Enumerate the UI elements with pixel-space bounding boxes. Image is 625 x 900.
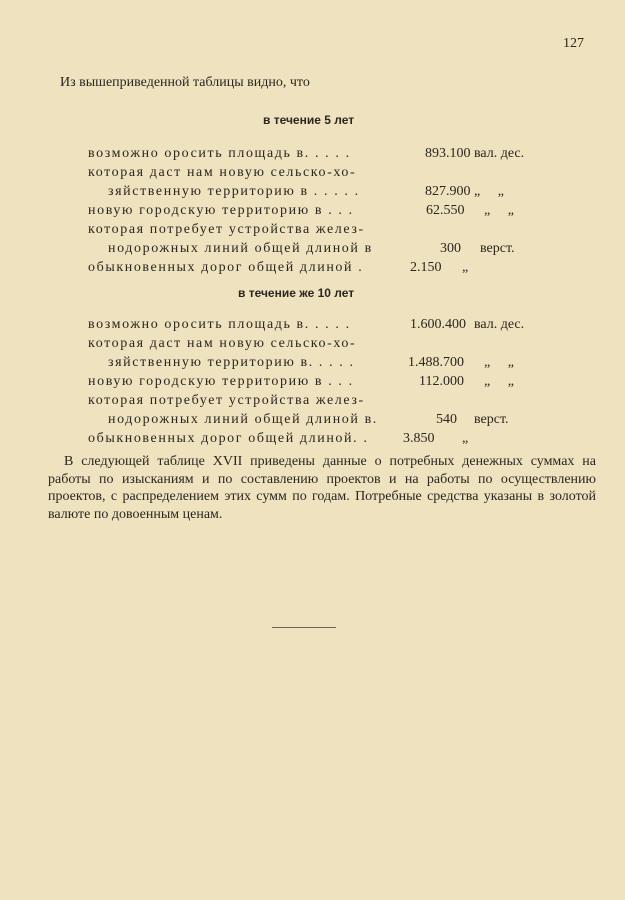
- data-row: [0, 317, 625, 336]
- row-unit: „ „: [484, 355, 514, 370]
- row-unit: верст.: [480, 241, 515, 256]
- row-label: зяйственную территорию в. . . . .: [108, 355, 355, 370]
- data-row: [0, 165, 625, 184]
- paragraph-text: В следующей таблице XVII приведены данные о потребных денежных суммах на работы по изысканиям и по составлению проектов и на работы по осуществлению проектов, с распределением этих сумм по годам. Потребные средства указаны в золотой валюте по довоенным ценам.: [48, 454, 596, 522]
- row-value: 827.900: [425, 184, 471, 199]
- row-label: обыкновенных дорог общей длиной. .: [88, 431, 369, 446]
- row-value: 540: [436, 412, 457, 427]
- data-row: [0, 393, 625, 412]
- row-label: возможно оросить площадь в. . . . .: [88, 317, 351, 332]
- data-row: [0, 412, 625, 431]
- data-row: [0, 203, 625, 222]
- row-value: 62.550: [426, 203, 465, 218]
- row-label: которая потребует устройства желез-: [88, 222, 365, 237]
- row-label: которая даст нам новую сельско-хо-: [88, 336, 357, 351]
- data-row: [0, 374, 625, 393]
- row-unit: „ „: [484, 203, 514, 218]
- row-label: нодорожных линий общей длиной в: [108, 241, 373, 256]
- row-label: зяйственную территорию в . . . . .: [108, 184, 360, 199]
- row-value: 112.000: [419, 374, 464, 389]
- row-unit: верст.: [474, 412, 509, 427]
- row-unit: „: [462, 260, 469, 275]
- section-heading-5-years: в течение 5 лет: [263, 113, 355, 127]
- row-unit: „ „: [474, 184, 504, 199]
- row-value: 893.100: [425, 146, 471, 161]
- body-paragraph: [48, 453, 596, 523]
- row-value: 1.600.400: [410, 317, 466, 332]
- row-label: нодорожных линий общей длиной в.: [108, 412, 378, 427]
- divider-rule: [272, 627, 336, 628]
- row-label: которая даст нам новую сельско-хо-: [88, 165, 357, 180]
- row-unit: вал. дес.: [474, 317, 525, 332]
- row-label: обыкновенных дорог общей длиной .: [88, 260, 364, 275]
- row-value: 300: [440, 241, 461, 256]
- data-row: [0, 146, 625, 165]
- data-row: [0, 336, 625, 355]
- row-value: 3.850: [403, 431, 435, 446]
- row-label: новую городскую территорию в . . .: [88, 374, 354, 389]
- page-number: 127: [563, 36, 584, 51]
- data-row: [0, 260, 625, 279]
- row-unit: вал. дес.: [474, 146, 525, 161]
- section-heading-10-years: в течение же 10 лет: [238, 286, 355, 300]
- data-row: [0, 222, 625, 241]
- data-row: [0, 355, 625, 374]
- row-label: которая потребует устройства желез-: [88, 393, 365, 408]
- intro-text: Из вышеприведенной таблицы видно, что: [60, 75, 310, 90]
- row-label: новую городскую территорию в . . .: [88, 203, 354, 218]
- row-value: 1.488.700: [408, 355, 464, 370]
- data-row: [0, 431, 625, 450]
- row-unit: „ „: [484, 374, 514, 389]
- data-row: [0, 241, 625, 260]
- data-row: [0, 184, 625, 203]
- row-label: возможно оросить площадь в. . . . .: [88, 146, 351, 161]
- row-unit: „: [462, 431, 469, 446]
- row-value: 2.150: [410, 260, 442, 275]
